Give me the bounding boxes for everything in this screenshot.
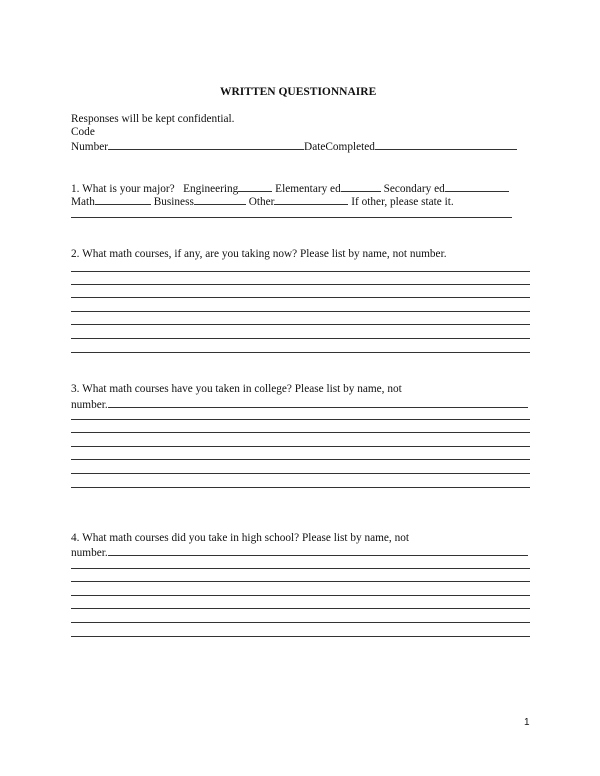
q1-option-business-label: Business: [153, 196, 194, 208]
q1-business-field[interactable]: [194, 194, 246, 205]
q3-answer-line[interactable]: [71, 446, 530, 447]
q1-text: 1. What is your major?: [71, 183, 175, 195]
q2-text: 2. What math courses, if any, are you taking now? Please list by name, not number.: [71, 248, 447, 260]
q4-answer-line[interactable]: [71, 636, 530, 637]
q4-text-number: number.: [71, 547, 108, 559]
q2-answer-line[interactable]: [71, 338, 530, 339]
q1-elementary-field[interactable]: [341, 181, 381, 192]
q1-math-field[interactable]: [95, 194, 151, 205]
q4-first-answer-field[interactable]: [108, 545, 528, 556]
q1-option-engineering-label: Engineering: [183, 183, 239, 195]
q2-answer-line[interactable]: [71, 311, 530, 312]
q4-text-line-2: [71, 545, 528, 559]
q4-answer-line[interactable]: [71, 595, 530, 596]
number-date-row: [71, 139, 517, 153]
q4-answer-line[interactable]: [71, 608, 530, 609]
code-label: Code: [71, 126, 95, 138]
q4-answer-line[interactable]: [71, 568, 530, 569]
q3-text-number: number.: [71, 399, 108, 411]
q1-other-answer-line[interactable]: [71, 217, 512, 218]
number-label: Number: [71, 141, 109, 153]
q3-text-line-1: 3. What math courses have you taken in college? Please list by name, not: [71, 383, 402, 395]
q2-answer-line[interactable]: [71, 284, 530, 285]
q1-option-secondary-label: Secondary ed: [383, 183, 445, 195]
q1-option-elementary-label: Elementary ed: [275, 183, 341, 195]
q1-engineering-field[interactable]: [238, 181, 272, 192]
q4-answer-line[interactable]: [71, 622, 530, 623]
number-field[interactable]: [108, 139, 304, 150]
q3-answer-line[interactable]: [71, 487, 530, 488]
q1-option-other-label: Other: [248, 196, 275, 208]
q1-option-math-label: Math: [71, 196, 95, 208]
q1-row-2: [71, 194, 454, 208]
q4-text-line-1: 4. What math courses did you take in high school? Please list by name, not: [71, 532, 410, 544]
q3-answer-line[interactable]: [71, 419, 530, 420]
q3-answer-line[interactable]: [71, 473, 530, 474]
q4-answer-line[interactable]: [71, 581, 530, 582]
confidential-note: Responses will be kept confidential.: [71, 113, 235, 125]
q1-other-field[interactable]: [274, 194, 348, 205]
q3-answer-line[interactable]: [71, 432, 530, 433]
q2-answer-line[interactable]: [71, 271, 530, 272]
date-completed-field[interactable]: [375, 139, 517, 150]
page-number: 1: [524, 717, 530, 728]
q2-answer-line[interactable]: [71, 324, 530, 325]
q3-first-answer-field[interactable]: [108, 397, 528, 408]
q1-secondary-field[interactable]: [445, 181, 509, 192]
q3-text-line-2: [71, 397, 528, 411]
date-completed-label: DateCompleted: [304, 141, 375, 153]
q2-answer-line[interactable]: [71, 352, 530, 353]
page-title: WRITTEN QUESTIONNAIRE: [220, 86, 377, 98]
q3-answer-line[interactable]: [71, 459, 530, 460]
q1-row-1: [71, 181, 509, 195]
q2-answer-line[interactable]: [71, 297, 530, 298]
q1-if-other-label: If other, please state it.: [351, 196, 454, 208]
